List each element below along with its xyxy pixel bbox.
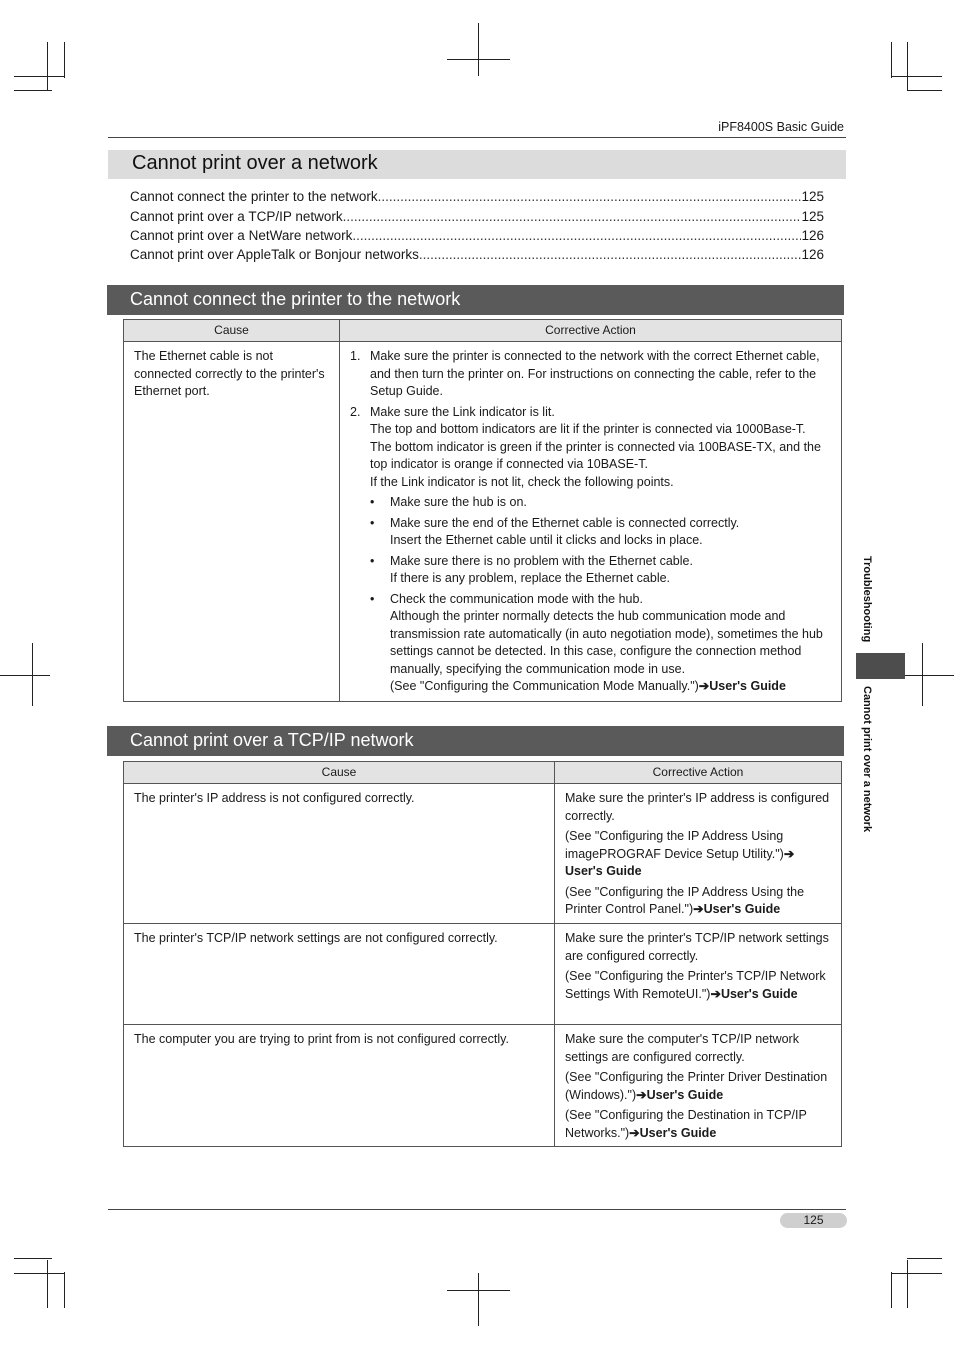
users-guide-link[interactable]: User's Guide [639,1125,717,1140]
users-guide-link[interactable]: User's Guide [646,1087,724,1102]
table-row [124,342,842,702]
section-title: Cannot print over a TCP/IP network [130,730,414,750]
cause-cell: The printer's TCP/IP network settings are not configured correctly. [124,924,555,1025]
cause-cell: The computer you are trying to print from is not configured correctly. [124,1025,555,1147]
step-1: 1. Make sure the printer is connected to the network with the correct Ethernet cable, and then turn the printer on. For instructions on connecting the cable, refer to the Setup Guide. [350,349,820,398]
arrow-icon: ➔ [783,846,795,861]
step-2: 2. Make sure the Link indicator is lit. The top and bottom indicators are lit if the printer is connected via 1000Base-T. The bottom indicator is green if the printer is connected via 100BASE-TX, and the top indicator is orange if connected via 10BASE-T. If the Link indicator is not lit, check the following points. • Make sure the hub is on. • Make sure the end of the Ethernet cable is connected correctly. Insert the Ethernet cable until it clicks and locks in place. • Make sure there is no problem with the Ethernet cable. If there is any problem, replace the Ethernet cable. • Check the communication mode with the hub. Although the printer normally detects the hub communication mode and transmission rate automatically (in auto negotiation mode), sometimes the hub settings cannot be detected. In this case, configure the connection method manually, specifying the communication mode in use. (See "Configuring the Communication Mode Manually.")➔User's Guide [350,404,835,696]
page-number: 125 [780,1213,847,1228]
section-title: Cannot connect the printer to the network [130,289,461,309]
column-header-action: Corrective Action [555,762,842,784]
table-row [124,784,842,924]
footer-rule [108,1209,846,1210]
side-tab-section[interactable]: Cannot print over a network [861,686,873,833]
toc-item[interactable]: Cannot print over a TCP/IP network ..... 125 [130,209,824,224]
section-heading-tcpip [107,726,844,756]
column-header-cause: Cause [124,320,340,342]
table-row [124,924,842,1025]
header-rule [108,137,846,138]
cause-cell: The printer's IP address is not configured correctly. [124,784,555,924]
page-title: Cannot print over a network [132,152,378,174]
bullet-item: • Make sure there is no problem with the Ethernet cable. If there is any problem, replace the Ethernet cable. [370,553,693,585]
action-cell: Make sure the printer's TCP/IP network settings are configured correctly. (See "Configuring the Printer's TCP/IP Network Settings With RemoteUI.")➔User's Guide [555,924,842,1025]
toc-item[interactable]: Cannot connect the printer to the network ..... 125 [130,189,824,204]
page-title-bar [108,150,846,179]
column-header-cause: Cause [124,762,555,784]
side-tab-chapter[interactable]: Troubleshooting [861,556,873,643]
users-guide-link[interactable]: User's Guide [709,679,786,693]
table-row [124,1025,842,1147]
column-header-action: Corrective Action [340,320,842,342]
tcpip-table [123,761,842,1147]
toc-item[interactable]: Cannot print over a NetWare network ..... 126 [130,228,824,243]
guide-title: iPF8400S Basic Guide [718,120,844,134]
bullet-item: • Check the communication mode with the hub. Although the printer normally detects the hub communication mode and transmission rate automatically (in auto negotiation mode), sometimes the hub settings cannot be detected. In this case, configure the connection method manually, specifying the communication mode in use. (See "Configuring the Communication Mode Manually.")➔User's Guide [370,591,823,693]
bullet-item: • Make sure the end of the Ethernet cable is connected correctly. Insert the Ethernet cable until it clicks and locks in place. [370,515,740,547]
users-guide-link[interactable]: User's Guide [720,986,798,1001]
arrow-icon: ➔ [636,1087,647,1102]
action-cell: Make sure the printer's IP address is configured correctly. (See "Configuring the IP Address Using imagePROGRAF Device Setup Utility.")➔ User's Guide (See "Configuring the IP Address Using the Printer Control Panel.")➔User's Guide [555,784,842,924]
toc-item[interactable]: Cannot print over AppleTalk or Bonjour networks ..... 126 [130,247,824,262]
arrow-icon: ➔ [698,679,710,693]
users-guide-link[interactable]: User's Guide [703,902,781,916]
side-tab-marker [856,653,905,679]
arrow-icon: ➔ [693,902,704,916]
action-cell: Make sure the computer's TCP/IP network settings are configured correctly. (See "Configuring the Printer Driver Destination (Windows).")➔User's Guide (See "Configuring the Destination in TCP/IP Networks.")➔User's Guide [555,1025,842,1147]
arrow-icon: ➔ [629,1125,640,1140]
users-guide-link[interactable]: User's Guide [565,864,642,878]
connect-table [123,319,842,702]
cause-cell: The Ethernet cable is not connected correctly to the printer's Ethernet port. [124,342,340,702]
section-heading-connect [107,285,844,315]
action-cell [340,342,842,702]
bullet-item: • Make sure the hub is on. [370,495,527,509]
arrow-icon: ➔ [710,986,721,1001]
